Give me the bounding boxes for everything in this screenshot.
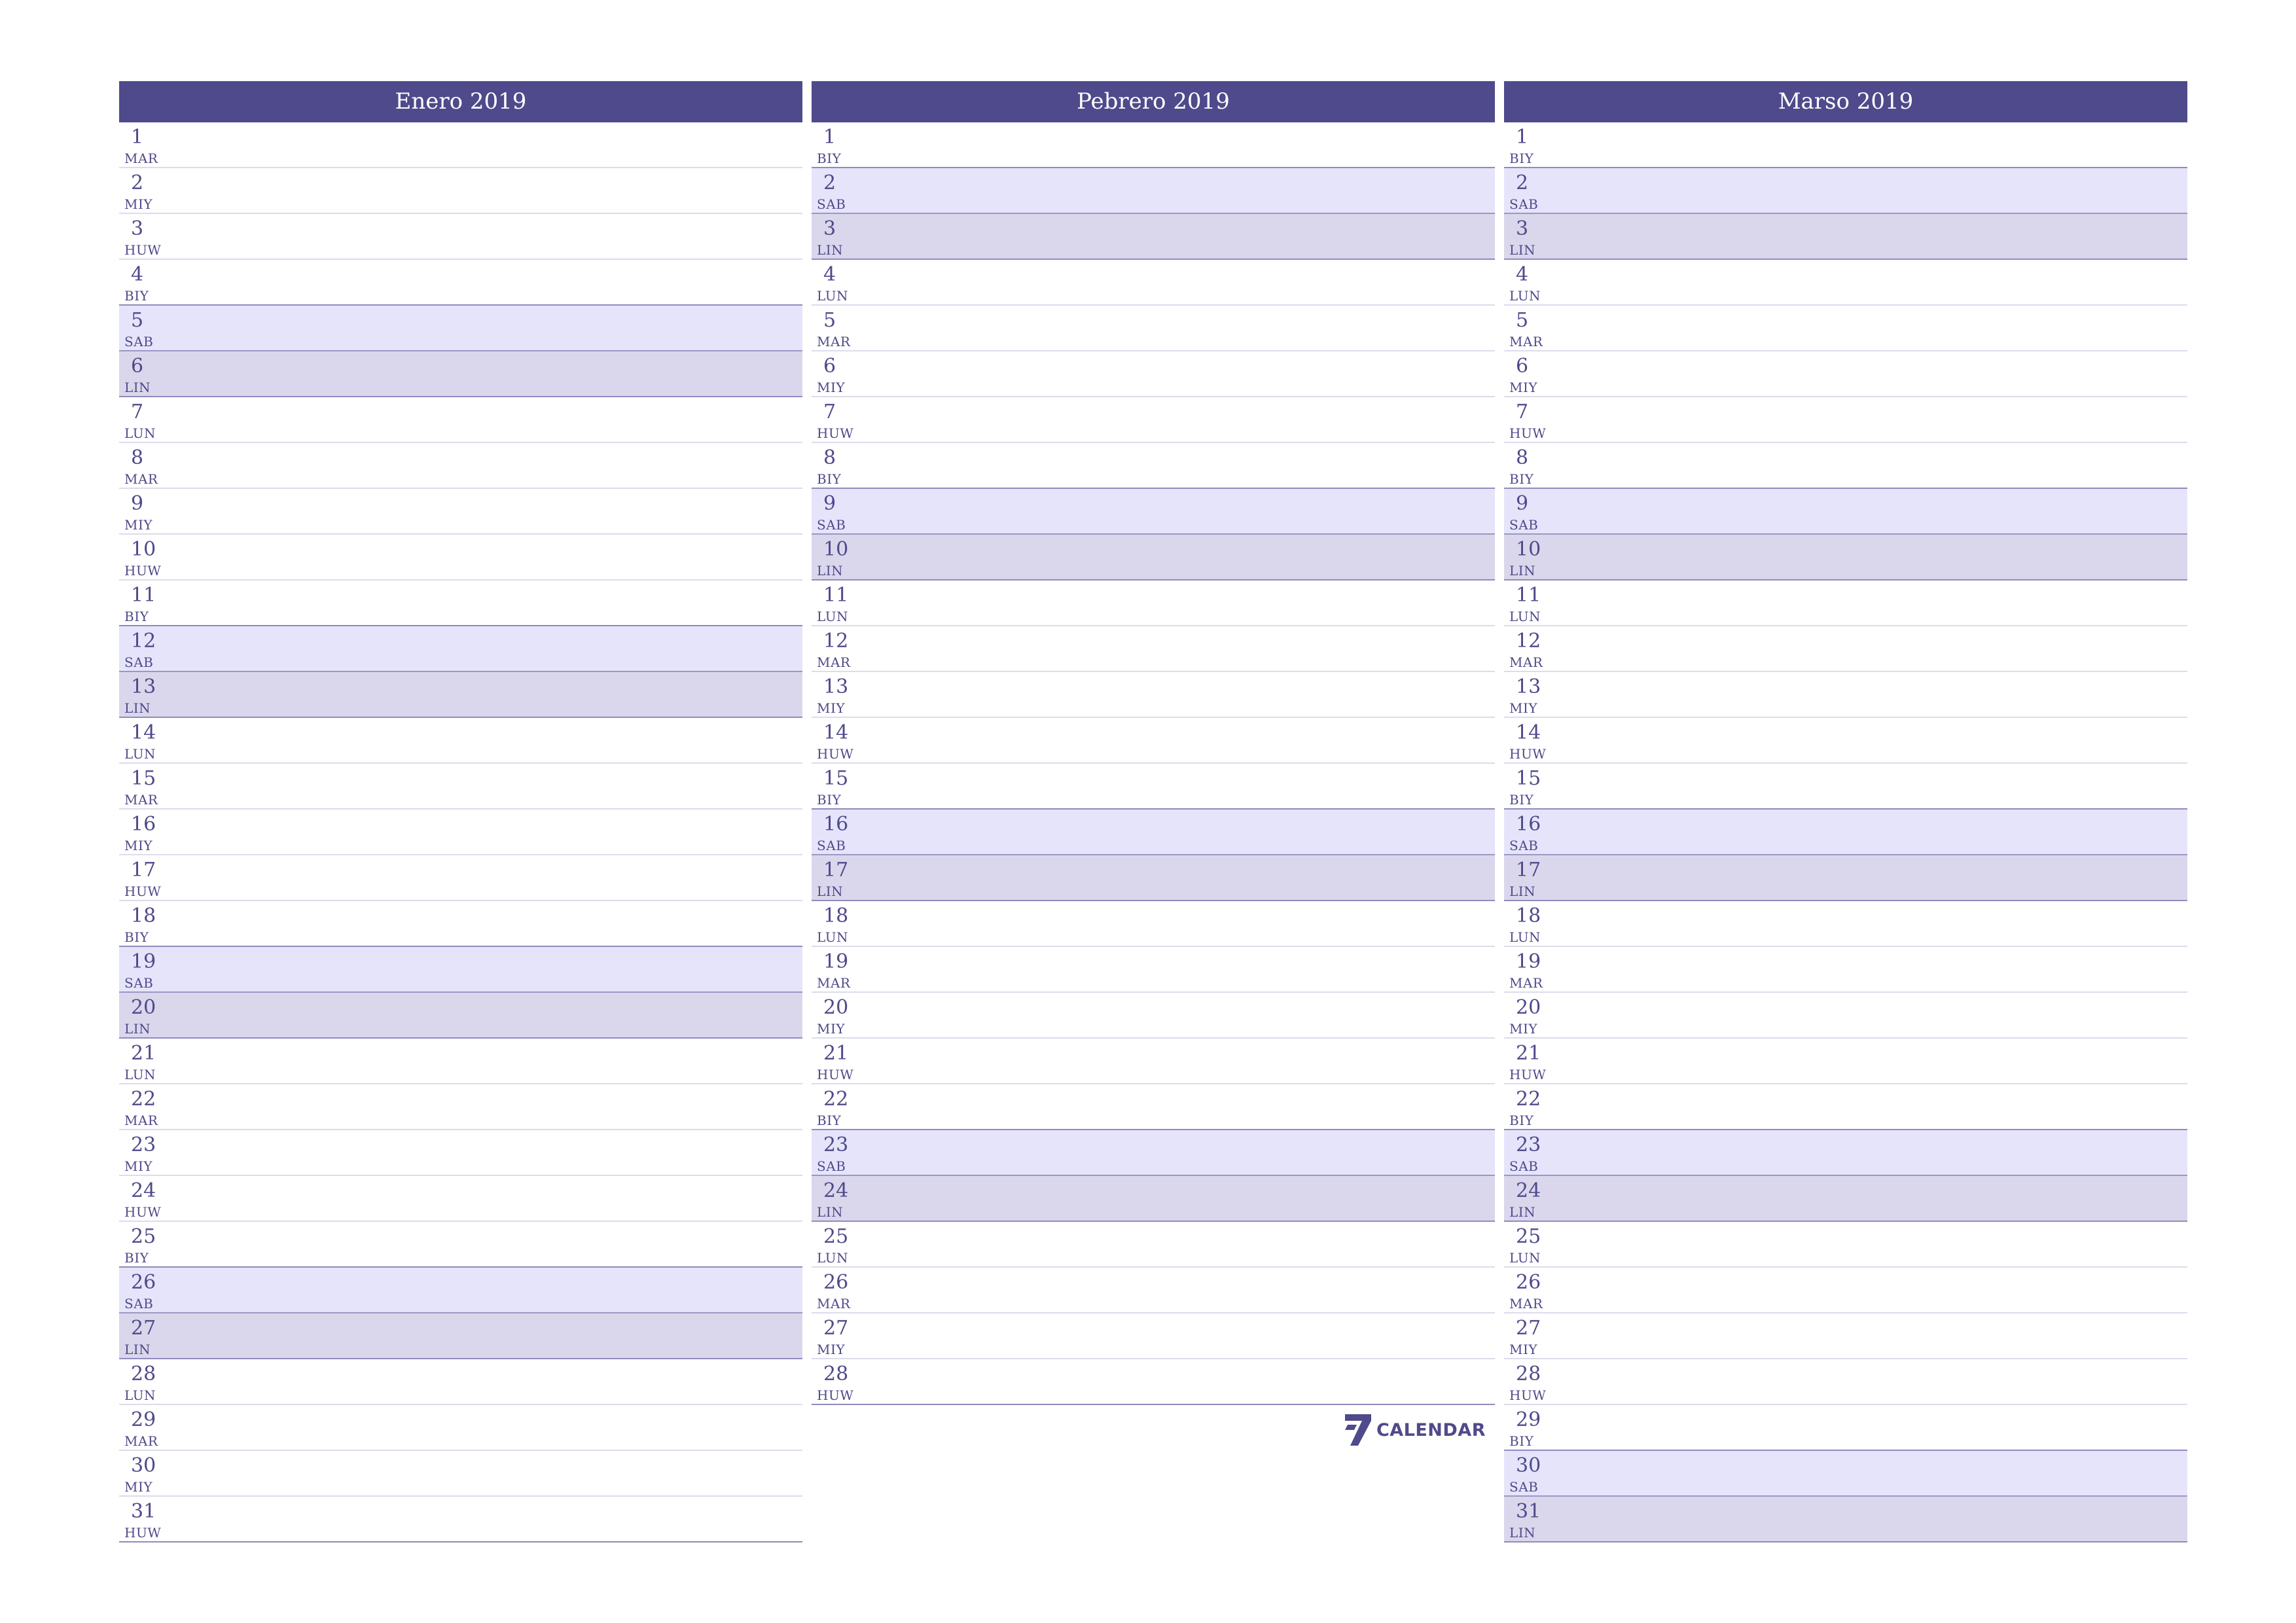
day-row <box>1504 855 2187 901</box>
day-number: 21 <box>131 1042 156 1065</box>
day-number: 27 <box>1516 1317 1541 1340</box>
weekday-label: HUW <box>1509 425 1547 441</box>
day-row <box>1504 443 2187 489</box>
weekday-label: BIY <box>1509 1433 1534 1449</box>
day-row <box>812 580 1495 626</box>
day-row <box>119 397 802 443</box>
weekday-label: MAR <box>1509 975 1543 991</box>
weekday-label: LUN <box>1509 1250 1541 1266</box>
day-number: 3 <box>131 217 144 240</box>
weekday-label: SAB <box>817 1158 846 1174</box>
day-row <box>119 718 802 764</box>
day-number: 4 <box>1516 263 1529 286</box>
weekday-label: SAB <box>124 1296 154 1311</box>
day-number: 2 <box>1516 171 1529 194</box>
day-row <box>812 489 1495 535</box>
weekday-label: BIY <box>1509 151 1534 166</box>
weekday-label: HUW <box>124 1204 162 1220</box>
day-number: 11 <box>823 584 849 607</box>
day-row <box>1504 810 2187 855</box>
weekday-label: HUW <box>124 563 162 579</box>
weekday-label: MAR <box>1509 1296 1543 1311</box>
weekday-label: MAR <box>1509 654 1543 670</box>
day-number: 3 <box>823 217 836 240</box>
weekday-label: HUW <box>124 883 162 899</box>
weekday-label: HUW <box>124 242 162 258</box>
day-number: 28 <box>1516 1363 1541 1385</box>
weekday-label: MIY <box>1509 1342 1538 1357</box>
weekday-label: LUN <box>124 1067 156 1082</box>
day-row <box>812 1176 1495 1222</box>
day-row <box>812 1130 1495 1176</box>
day-row <box>812 901 1495 947</box>
day-number: 25 <box>823 1225 849 1248</box>
weekday-label: MIY <box>817 380 846 395</box>
weekday-label: SAB <box>124 975 154 991</box>
weekday-label: LUN <box>817 1250 849 1266</box>
day-number: 23 <box>131 1133 156 1156</box>
weekday-label: BIY <box>817 792 842 808</box>
weekday-label: LIN <box>1509 883 1536 899</box>
weekday-label: BIY <box>124 929 149 945</box>
weekday-label: LIN <box>1509 1204 1536 1220</box>
weekday-label: LUN <box>124 425 156 441</box>
day-number: 12 <box>823 630 849 652</box>
day-row <box>119 122 802 168</box>
weekday-label: MIY <box>1509 700 1538 716</box>
day-row <box>812 764 1495 810</box>
day-number: 11 <box>1516 584 1541 607</box>
day-number: 1 <box>823 126 836 149</box>
day-number: 31 <box>131 1500 156 1523</box>
day-row <box>119 1497 802 1543</box>
day-number: 19 <box>823 950 849 973</box>
day-row <box>812 626 1495 672</box>
weekday-label: MAR <box>124 471 158 487</box>
day-number: 20 <box>131 996 156 1019</box>
weekday-label: LUN <box>817 288 849 304</box>
day-number: 19 <box>1516 950 1541 973</box>
weekday-label: LUN <box>124 746 156 762</box>
day-number: 26 <box>131 1271 156 1294</box>
day-row <box>119 306 802 351</box>
day-row <box>1504 214 2187 260</box>
weekday-label: SAB <box>1509 517 1539 533</box>
day-row <box>119 1405 802 1451</box>
weekday-label: HUW <box>817 1387 854 1403</box>
weekday-label: LIN <box>124 1021 151 1037</box>
day-number: 23 <box>823 1133 849 1156</box>
weekday-label: SAB <box>817 196 846 212</box>
weekday-label: SAB <box>124 334 154 349</box>
day-number: 21 <box>823 1042 849 1065</box>
day-number: 21 <box>1516 1042 1541 1065</box>
day-row <box>1504 397 2187 443</box>
day-row <box>1504 168 2187 214</box>
weekday-label: MIY <box>124 1158 153 1174</box>
day-row <box>119 1313 802 1359</box>
day-row <box>812 1222 1495 1268</box>
weekday-label: MIY <box>817 700 846 716</box>
weekday-label: MAR <box>817 654 851 670</box>
month-column-2 <box>1504 81 2187 1554</box>
day-number: 27 <box>823 1317 849 1340</box>
day-number: 16 <box>131 813 156 836</box>
day-list <box>1504 122 2187 1543</box>
day-row <box>812 306 1495 351</box>
day-number: 18 <box>823 904 849 927</box>
calendar-grid <box>119 81 2187 1554</box>
day-number: 15 <box>823 767 849 790</box>
weekday-label: MIY <box>1509 380 1538 395</box>
day-number: 6 <box>131 355 144 378</box>
month-column-0 <box>119 81 802 1554</box>
day-row <box>119 764 802 810</box>
month-header: Enero 2019 <box>119 81 802 122</box>
day-row <box>1504 1268 2187 1313</box>
day-number: 1 <box>131 126 144 149</box>
weekday-label: LUN <box>1509 929 1541 945</box>
day-number: 17 <box>1516 859 1541 882</box>
weekday-label: MAR <box>124 1433 158 1449</box>
day-row <box>1504 535 2187 580</box>
day-row <box>812 168 1495 214</box>
month-header: Pebrero 2019 <box>812 81 1495 122</box>
day-number: 28 <box>823 1363 849 1385</box>
day-number: 5 <box>823 309 836 332</box>
day-list <box>119 122 802 1543</box>
day-number: 17 <box>131 859 156 882</box>
weekday-label: BIY <box>124 609 149 624</box>
day-number: 8 <box>131 446 144 469</box>
day-number: 14 <box>131 721 156 744</box>
day-number: 7 <box>1516 401 1529 423</box>
day-number: 2 <box>131 171 144 194</box>
day-number: 30 <box>1516 1454 1541 1477</box>
day-row <box>119 993 802 1039</box>
day-row <box>1504 1222 2187 1268</box>
weekday-label: MIY <box>817 1342 846 1357</box>
day-number: 15 <box>1516 767 1541 790</box>
day-row <box>119 947 802 993</box>
day-number: 20 <box>823 996 849 1019</box>
day-row <box>119 260 802 306</box>
day-row <box>119 351 802 397</box>
day-number: 23 <box>1516 1133 1541 1156</box>
day-row <box>1504 1359 2187 1405</box>
day-number: 19 <box>131 950 156 973</box>
day-number: 9 <box>131 492 144 515</box>
day-number: 24 <box>823 1179 849 1202</box>
weekday-label: BIY <box>817 1113 842 1128</box>
day-row <box>812 214 1495 260</box>
day-row <box>1504 1039 2187 1084</box>
weekday-label: LIN <box>817 242 844 258</box>
day-row <box>119 855 802 901</box>
day-row <box>1504 306 2187 351</box>
day-row <box>1504 122 2187 168</box>
day-number: 26 <box>1516 1271 1541 1294</box>
weekday-label: MAR <box>124 1113 158 1128</box>
day-row <box>1504 351 2187 397</box>
day-row <box>119 672 802 718</box>
weekday-label: MAR <box>124 792 158 808</box>
day-row <box>119 1222 802 1268</box>
day-row <box>119 535 802 580</box>
day-row <box>812 1084 1495 1130</box>
weekday-label: SAB <box>817 517 846 533</box>
day-number: 18 <box>1516 904 1541 927</box>
day-row <box>119 901 802 947</box>
day-number: 29 <box>131 1408 156 1431</box>
day-row <box>1504 672 2187 718</box>
weekday-label: BIY <box>1509 471 1534 487</box>
weekday-label: MIY <box>124 838 153 853</box>
weekday-label: SAB <box>1509 1158 1539 1174</box>
weekday-label: HUW <box>1509 1067 1547 1082</box>
day-number: 28 <box>131 1363 156 1385</box>
day-row <box>812 1359 1495 1405</box>
day-number: 24 <box>1516 1179 1541 1202</box>
day-number: 12 <box>1516 630 1541 652</box>
day-row <box>812 397 1495 443</box>
day-number: 14 <box>1516 721 1541 744</box>
day-number: 13 <box>1516 675 1541 698</box>
day-row <box>1504 1451 2187 1497</box>
weekday-label: LIN <box>1509 1525 1536 1541</box>
day-row <box>812 718 1495 764</box>
day-number: 15 <box>131 767 156 790</box>
day-number: 4 <box>131 263 144 286</box>
day-number: 24 <box>131 1179 156 1202</box>
day-row <box>119 443 802 489</box>
weekday-label: SAB <box>124 654 154 670</box>
day-number: 29 <box>1516 1408 1541 1431</box>
day-number: 22 <box>131 1088 156 1111</box>
day-number: 9 <box>823 492 836 515</box>
day-row <box>812 443 1495 489</box>
day-number: 8 <box>1516 446 1529 469</box>
day-number: 1 <box>1516 126 1529 149</box>
day-row <box>119 1359 802 1405</box>
day-row <box>1504 1313 2187 1359</box>
weekday-label: LIN <box>124 700 151 716</box>
day-number: 11 <box>131 584 156 607</box>
day-row <box>1504 260 2187 306</box>
weekday-label: LIN <box>124 380 151 395</box>
day-number: 7 <box>131 401 144 423</box>
day-number: 10 <box>131 538 156 561</box>
day-number: 12 <box>131 630 156 652</box>
day-row <box>119 626 802 672</box>
logo-text: CALENDAR <box>1376 1419 1486 1440</box>
day-row <box>119 1176 802 1222</box>
day-row <box>119 1039 802 1084</box>
day-row <box>812 535 1495 580</box>
weekday-label: HUW <box>817 746 854 762</box>
weekday-label: MAR <box>1509 334 1543 349</box>
weekday-label: MAR <box>817 975 851 991</box>
day-row <box>119 1130 802 1176</box>
weekday-label: BIY <box>124 1250 149 1266</box>
weekday-label: MAR <box>817 1296 851 1311</box>
day-number: 26 <box>823 1271 849 1294</box>
day-list <box>812 122 1495 1405</box>
weekday-label: SAB <box>1509 196 1539 212</box>
day-row <box>1504 901 2187 947</box>
day-row <box>812 1039 1495 1084</box>
day-number: 2 <box>823 171 836 194</box>
weekday-label: MAR <box>817 334 851 349</box>
day-number: 6 <box>1516 355 1529 378</box>
day-number: 31 <box>1516 1500 1541 1523</box>
day-row <box>1504 626 2187 672</box>
weekday-label: BIY <box>1509 792 1534 808</box>
day-number: 16 <box>1516 813 1541 836</box>
day-number: 20 <box>1516 996 1541 1019</box>
day-number: 25 <box>1516 1225 1541 1248</box>
day-row <box>1504 1497 2187 1543</box>
weekday-label: LIN <box>817 883 844 899</box>
day-row <box>812 672 1495 718</box>
weekday-label: MAR <box>124 151 158 166</box>
day-row <box>119 810 802 855</box>
day-row <box>119 580 802 626</box>
weekday-label: SAB <box>817 838 846 853</box>
seven-logo-icon <box>1344 1413 1372 1447</box>
day-row <box>812 947 1495 993</box>
day-row <box>1504 1176 2187 1222</box>
day-row <box>1504 1084 2187 1130</box>
day-row <box>812 122 1495 168</box>
day-row <box>812 260 1495 306</box>
day-number: 13 <box>131 675 156 698</box>
day-number: 13 <box>823 675 849 698</box>
day-row <box>1504 993 2187 1039</box>
weekday-label: LUN <box>817 929 849 945</box>
weekday-label: LIN <box>817 1204 844 1220</box>
day-row <box>119 214 802 260</box>
weekday-label: LIN <box>1509 242 1536 258</box>
day-row <box>119 489 802 535</box>
day-number: 14 <box>823 721 849 744</box>
weekday-label: HUW <box>124 1525 162 1541</box>
day-number: 9 <box>1516 492 1529 515</box>
weekday-label: BIY <box>817 151 842 166</box>
day-row <box>812 810 1495 855</box>
day-row <box>812 1313 1495 1359</box>
day-row <box>1504 718 2187 764</box>
day-number: 10 <box>1516 538 1541 561</box>
day-row <box>1504 1130 2187 1176</box>
weekday-label: LIN <box>1509 563 1536 579</box>
day-number: 8 <box>823 446 836 469</box>
weekday-label: MIY <box>124 1479 153 1495</box>
day-number: 5 <box>1516 309 1529 332</box>
weekday-label: HUW <box>1509 1387 1547 1403</box>
day-number: 4 <box>823 263 836 286</box>
weekday-label: BIY <box>817 471 842 487</box>
day-number: 10 <box>823 538 849 561</box>
weekday-label: BIY <box>1509 1113 1534 1128</box>
day-number: 30 <box>131 1454 156 1477</box>
weekday-label: LIN <box>124 1342 151 1357</box>
day-number: 27 <box>131 1317 156 1340</box>
day-row <box>119 1268 802 1313</box>
day-row <box>119 168 802 214</box>
weekday-label: LUN <box>1509 288 1541 304</box>
weekday-label: HUW <box>817 425 854 441</box>
day-number: 22 <box>1516 1088 1541 1111</box>
weekday-label: HUW <box>1509 746 1547 762</box>
day-row <box>812 993 1495 1039</box>
day-number: 25 <box>131 1225 156 1248</box>
weekday-label: MIY <box>1509 1021 1538 1037</box>
day-row <box>1504 580 2187 626</box>
day-row <box>1504 947 2187 993</box>
day-row <box>812 1268 1495 1313</box>
weekday-label: HUW <box>817 1067 854 1082</box>
day-number: 5 <box>131 309 144 332</box>
day-number: 3 <box>1516 217 1529 240</box>
weekday-label: MIY <box>124 517 153 533</box>
day-number: 18 <box>131 904 156 927</box>
weekday-label: MIY <box>817 1021 846 1037</box>
day-number: 6 <box>823 355 836 378</box>
day-row <box>812 351 1495 397</box>
day-row <box>1504 489 2187 535</box>
day-number: 22 <box>823 1088 849 1111</box>
weekday-label: SAB <box>1509 1479 1539 1495</box>
day-row <box>119 1084 802 1130</box>
day-number: 7 <box>823 401 836 423</box>
weekday-label: LUN <box>124 1387 156 1403</box>
weekday-label: BIY <box>124 288 149 304</box>
day-number: 16 <box>823 813 849 836</box>
day-row <box>812 855 1495 901</box>
weekday-label: LUN <box>1509 609 1541 624</box>
weekday-label: SAB <box>1509 838 1539 853</box>
brand-logo <box>1344 1413 1486 1447</box>
month-column-1 <box>812 81 1495 1554</box>
weekday-label: LIN <box>817 563 844 579</box>
day-row <box>1504 1405 2187 1451</box>
weekday-label: MIY <box>124 196 153 212</box>
month-header: Marso 2019 <box>1504 81 2187 122</box>
day-row <box>1504 764 2187 810</box>
day-row <box>119 1451 802 1497</box>
weekday-label: LUN <box>817 609 849 624</box>
day-number: 17 <box>823 859 849 882</box>
